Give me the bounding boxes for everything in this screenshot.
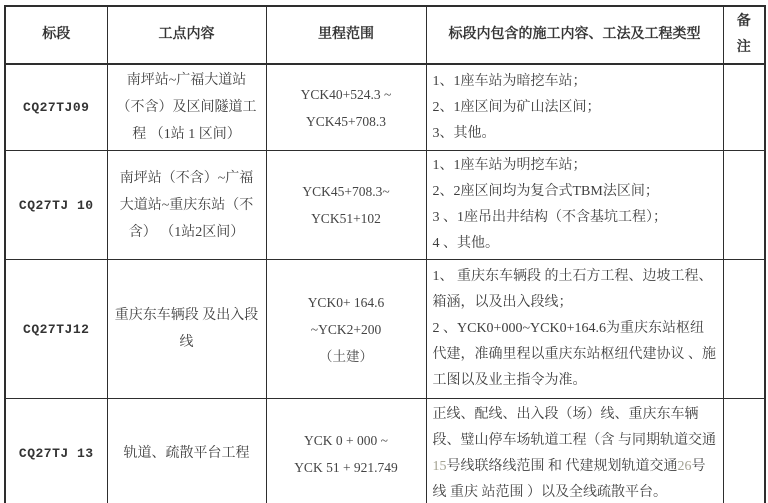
section-code: CQ27TJ 13: [5, 399, 107, 503]
worksite-content: 南坪站~广福大道站（不含）及区间隧道工程 （1站 1 区间）: [107, 64, 266, 151]
detail-item: 4 、其他。: [432, 236, 499, 251]
mileage-range: [266, 399, 426, 503]
worksite-content: 轨道、疏散平台工程: [107, 399, 266, 503]
mileage-line: YCK40+524.3 ~: [300, 86, 392, 102]
header-row: [5, 6, 765, 64]
detail-segment: 正线、配线、出入段（场）线、重庆东车辆段、璧山停车场轨道工程（含 与同期轨道交通: [432, 406, 716, 448]
detail-segment: 号线 重庆 站范围 ）以及全线疏散平台。: [432, 458, 706, 500]
detail-item: [433, 402, 717, 503]
mileage-range: [266, 64, 426, 151]
contract-sections-table: [4, 5, 766, 503]
mileage-line: YCK 51 + 921.749: [294, 459, 398, 475]
header-details: 标段内包含的施工内容、工法及工程类型: [426, 6, 723, 64]
header-section: 标段: [5, 6, 107, 64]
header-note: [723, 6, 765, 64]
section-code: CQ27TJ 10: [5, 151, 107, 260]
table-row-cq27tj12: [5, 260, 765, 399]
mileage-line: YCK 0 + 000 ~: [304, 432, 388, 448]
worksite-content: 重庆东车辆段 及出入段线: [107, 260, 266, 399]
section-code: CQ27TJ09: [5, 64, 107, 151]
header-content: 工点内容: [107, 6, 266, 64]
construction-details: [426, 399, 723, 503]
mileage-line: YCK45+708.3~: [302, 184, 390, 199]
worksite-content: 南坪站（不含）~广福大道站~重庆东站（不含） （1站2区间）: [107, 151, 266, 260]
detail-item: 1、1座车站为明挖车站；: [432, 158, 587, 173]
construction-details: [426, 151, 723, 260]
line-number-26: 26: [677, 458, 692, 474]
table-row-cq27tj09: [5, 64, 765, 151]
mileage-line: （土建）: [319, 348, 373, 364]
detail-segment: 号线联络线范围 和 代建规划轨道交通: [446, 458, 678, 474]
header-mileage: 里程范围: [266, 6, 426, 64]
note-cell: [723, 260, 765, 399]
mileage-range: [266, 151, 426, 260]
detail-item: 2、2座区间均为复合式TBM法区间；: [432, 184, 659, 199]
mileage-line: YCK0+ 164.6 ~YCK2+200: [307, 294, 385, 337]
note-cell: [723, 64, 765, 151]
table-row-cq27tj13: [5, 399, 765, 503]
detail-item: 1、 重庆东车辆段 的土石方工程、边坡工程、箱涵，以及出入段线；: [432, 269, 713, 310]
header-note-bottom: 注: [736, 40, 751, 55]
header-note-top: 备: [736, 14, 751, 29]
mileage-line: YCK51+102: [311, 211, 381, 226]
section-code: CQ27TJ12: [5, 260, 107, 399]
note-cell: [723, 151, 765, 260]
construction-details: [426, 64, 723, 151]
table-row-cq27tj10: [5, 151, 765, 260]
note-cell: [723, 399, 765, 503]
detail-item: 3、其他。: [432, 125, 496, 141]
mileage-line: YCK45+708.3: [306, 113, 386, 129]
mileage-range: [266, 260, 426, 399]
construction-details: [426, 260, 723, 399]
line-number-15: 15: [432, 458, 447, 474]
detail-item: 2、1座区间为矿山法区间；: [432, 99, 601, 115]
detail-item: 2 、YCK0+000~YCK0+164.6为重庆东站枢纽代建，准确里程以重庆东站枢纽代建协议 、施工图以及业主指令为准。: [432, 321, 716, 388]
detail-item: 3 、1座吊出井结构（不含基坑工程）；: [432, 210, 667, 225]
detail-item: 1、1座车站为暗挖车站；: [432, 73, 587, 89]
